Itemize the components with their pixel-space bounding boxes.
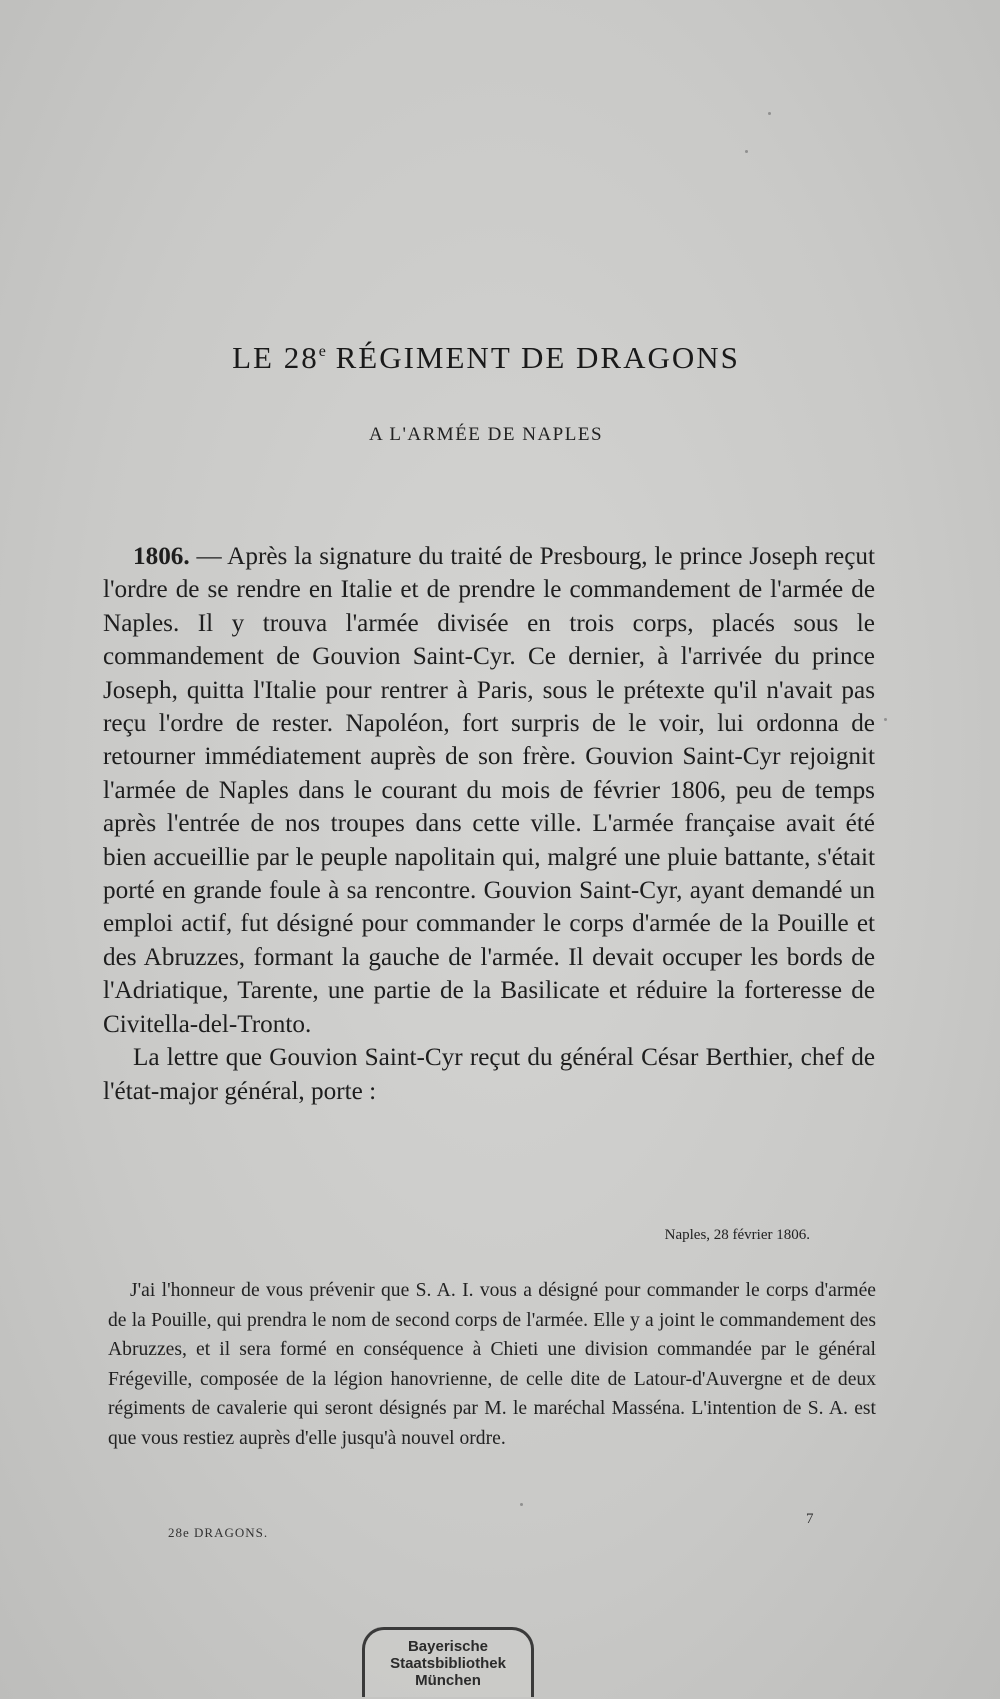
paper-speck [745,150,748,153]
paper-speck [884,718,887,721]
paragraph-1 [103,540,875,1041]
paragraph-1-text: — Après la signature du traité de Presbourg, le prince Joseph reçut l'ordre de se rendre en Italie et de prendre le commandement de l'armée de Naples. Il y trouva l'armée divisée en trois corps, placés sous le commandement de Gouvion Saint-Cyr. Ce dernier, à l'arrivée du prince Joseph, quitta l'Italie pour rentrer à Paris, sous le prétexte qu'il n'avait pas reçu l'ordre de rester. Napoléon, fort surpris de le voir, lui ordonna de retourner immédiatement auprès de son frère. Gouvion Saint-Cyr rejoignit l'armée de Naples dans le courant du mois de février 1806, peu de temps après l'entrée de nos troupes dans cette ville. L'armée française avait été bien accueillie par le peuple napolitain qui, malgré une pluie battante, s'était porté en grande foule à sa rencontre. Gouvion Saint-Cyr, ayant demandé un emploi actif, fut désigné pour commander le corps d'armée de la Pouille et des Abruzzes, formant la gauche de l'armée. Il devait occuper les bords de l'Adriatique, Tarente, une partie de la Basilicate et réduire la forteresse de Civitella-del-Tronto. [103,543,875,1038]
signature-mark: 28e DRAGONS. [168,1525,269,1540]
title-text-end: RÉGIMENT DE DRAGONS [325,340,740,375]
page-title [0,340,986,376]
paper-speck [768,112,771,115]
stamp-line-2: Staatsbibliothek [390,1655,506,1672]
paper-speck [520,1503,523,1506]
title-superscript: e [318,343,326,360]
stamp-line-1: Bayerische [407,1638,489,1655]
folio-number: 7 [806,1511,814,1527]
year-label: 1806. [133,543,190,570]
title-text-start: LE 28 [232,340,319,375]
page-subtitle: A L'ARMÉE DE NAPLES [368,424,604,445]
paragraph-2: La lettre que Gouvion Saint-Cyr reçut du général César Berthier, chef de l'état-major général, porte : [103,1044,875,1105]
stamp-line-3: München [415,1672,481,1689]
letter-quote [108,1276,876,1453]
letter-dateline: Naples, 28 février 1806. [664,1227,810,1243]
body-text [103,540,875,1108]
library-stamp [362,1627,534,1697]
letter-text: J'ai l'honneur de vous prévenir que S. A. I. vous a désigné pour commander le corps d'armée de la Pouille, qui prendra le nom de second corps de l'armée. Elle y a joint le commandement des Abruzzes, et il sera formé en conséquence à Chieti une division commandée par le général Frégeville, composée de la légion hanovrienne, de celle dite de Latour-d'Auvergne et de deux régiments de cavalerie qui seront désignés par M. le maréchal Masséna. L'intention de S. A. est que vous restiez auprès d'elle jusqu'à nouvel ordre. [108,1280,876,1449]
